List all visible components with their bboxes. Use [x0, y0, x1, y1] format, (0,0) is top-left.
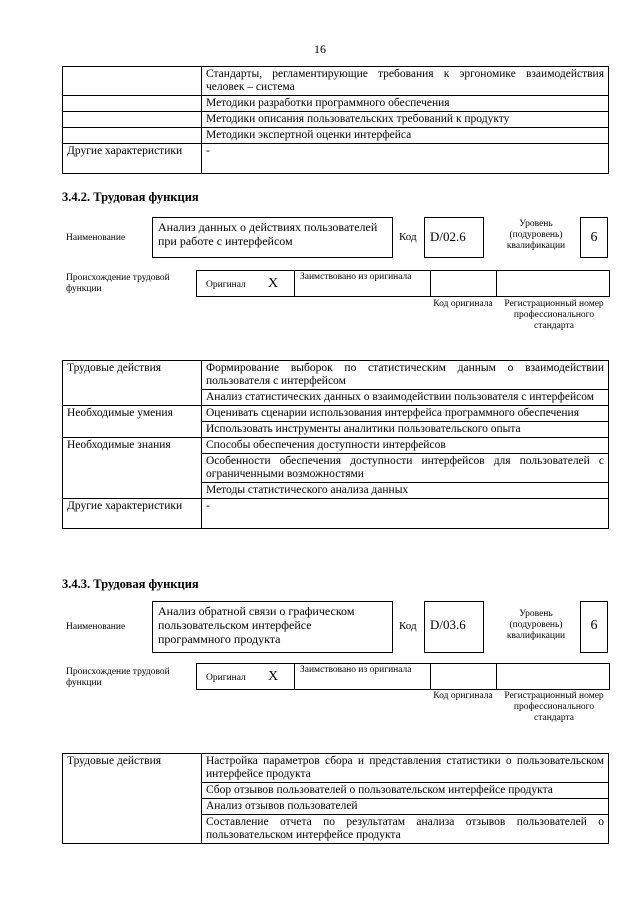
- name-label: Наименование: [66, 233, 126, 243]
- table-row: [63, 96, 609, 112]
- code-original-label: Код оригинала: [433, 299, 493, 309]
- row-value: Стандарты, регламентирующие требования к эргономике взаимодействия человек – система: [202, 67, 609, 96]
- labor-action: Настройка параметров сбора и представления статистики о пользовательском интерфейсе продукта: [202, 754, 609, 783]
- skill: Оценивать сценарии использования интерфейса программного обеспечения: [202, 406, 609, 422]
- labor-actions-label: Трудовые действия: [63, 754, 202, 844]
- table-row: [63, 144, 609, 174]
- labor-action: Формирование выборок по статистическим данным о взаимодействии пользователя с интерфейсом: [202, 361, 609, 390]
- original-label: Оригинал: [206, 673, 246, 683]
- labor-action: Составление отчета по результатам анализа отзывов пользователей о пользовательском интерфейсе продукта: [202, 815, 609, 844]
- labor-function-table: [62, 360, 609, 529]
- section-heading: 3.4.2. Трудовая функция: [62, 190, 199, 204]
- row-value: Методики экспертной оценки интерфейса: [202, 128, 609, 144]
- reg-number-label: Регистрационный номер профессионального стандарта: [504, 691, 604, 723]
- labor-action: Сбор отзывов пользователей о пользовательском интерфейсе продукта: [202, 783, 609, 799]
- function-name-box: Анализ данных о действиях пользователей при работе с интерфейсом: [152, 217, 393, 258]
- section-heading: 3.4.3. Трудовая функция: [62, 577, 199, 591]
- divider: [496, 270, 497, 297]
- row-label: [63, 128, 202, 144]
- level-value-box: 6: [580, 601, 608, 653]
- row-value: Методики описания пользовательских требований к продукту: [202, 112, 609, 128]
- reg-number-label: Регистрационный номер профессионального стандарта: [504, 299, 604, 331]
- skills-label: Необходимые умения: [63, 406, 202, 438]
- other-value: -: [202, 499, 609, 529]
- table-row: [63, 754, 609, 783]
- code-value-box: D/02.6: [424, 217, 484, 258]
- table-row: [63, 112, 609, 128]
- original-label: Оригинал: [206, 280, 246, 290]
- borrowed-label: Заимствовано из оригинала: [300, 665, 412, 675]
- knowledge-item: Способы обеспечения доступности интерфейсов: [202, 438, 609, 454]
- labor-actions-label: Трудовые действия: [63, 361, 202, 406]
- level-value-box: 6: [580, 217, 608, 258]
- other-label: Другие характеристики: [63, 499, 202, 529]
- code-value-box: D/03.6: [424, 601, 484, 653]
- original-mark: X: [268, 669, 279, 684]
- row-value: Методики разработки программного обеспечения: [202, 96, 609, 112]
- labor-function-table: [62, 753, 609, 844]
- divider: [430, 663, 431, 690]
- knowledge-item: Методы статистического анализа данных: [202, 483, 609, 499]
- divider: [430, 270, 431, 297]
- name-label: Наименование: [66, 622, 126, 632]
- code-label: Код: [399, 231, 417, 243]
- code-label: Код: [399, 620, 417, 632]
- level-label: Уровень (подуровень) квалификации: [506, 219, 566, 251]
- knowledge-label: Необходимые знания: [63, 438, 202, 499]
- divider: [294, 270, 295, 297]
- skill: Использовать инструменты аналитики пользовательского опыта: [202, 422, 609, 438]
- level-label: Уровень (подуровень) квалификации: [506, 609, 566, 641]
- row-label: Другие характеристики: [63, 144, 202, 174]
- function-name-box: Анализ обратной связи о графическом пользовательском интерфейсе программного продукта: [152, 601, 393, 653]
- table-row: [63, 67, 609, 96]
- borrowed-label: Заимствовано из оригинала: [300, 272, 412, 282]
- divider: [294, 663, 295, 690]
- row-value: -: [202, 144, 609, 174]
- divider: [496, 663, 497, 690]
- table-row: [63, 128, 609, 144]
- table-row: [63, 499, 609, 529]
- table-row: [63, 361, 609, 390]
- code-original-label: Код оригинала: [433, 691, 493, 701]
- page-number: 16: [314, 42, 326, 56]
- row-label: [63, 96, 202, 112]
- origin-label: Происхождение трудовой функции: [66, 667, 170, 688]
- table-row: [63, 438, 609, 454]
- origin-label: Происхождение трудовой функции: [66, 273, 170, 294]
- row-label: [63, 112, 202, 128]
- row-label: [63, 67, 202, 96]
- table-row: [63, 406, 609, 422]
- knowledge-item: Особенности обеспечения доступности интерфейсов для пользователей с ограниченными возможностями: [202, 454, 609, 483]
- original-mark: X: [268, 276, 279, 291]
- labor-action: Анализ статистических данных о взаимодействии пользователя с интерфейсом: [202, 390, 609, 406]
- top-knowledge-table: [62, 66, 609, 174]
- labor-action: Анализ отзывов пользователей: [202, 799, 609, 815]
